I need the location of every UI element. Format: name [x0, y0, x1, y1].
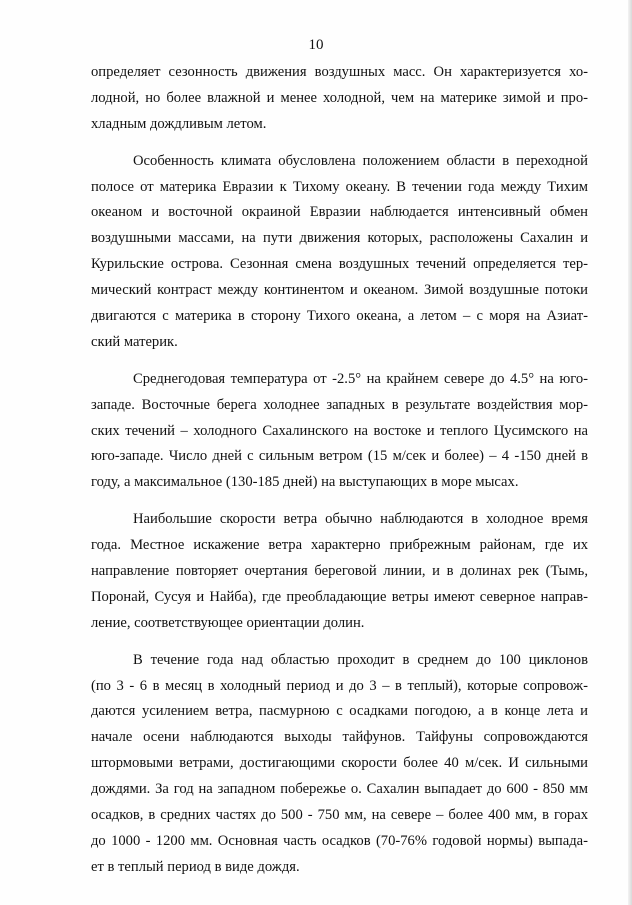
paragraph-4 [91, 507, 588, 636]
text-line: В течение года над областью проходит в среднем до 100 циклонов [133, 651, 588, 668]
text-line: штормовыми ветрами, достигающими скорости более 40 м/сек. И сильными [91, 755, 588, 772]
text-line: мический контраст между континентом и океаном. Зимой воздушные потоки [91, 282, 588, 299]
text-line: дождями. За год на западном побережье о. Сахалин выпадает до 600 - 850 мм [91, 781, 588, 798]
text-line: двигаются с материка в сторону Тихого океана, а летом – с моря на Азиат- [91, 308, 588, 325]
text-line: начале осени наблюдаются выходы тайфунов. Тайфуны сопровождаются [91, 729, 588, 746]
text-line: Поронай, Сусуя и Найба), где преобладающие ветры имеют северное направ- [91, 588, 588, 605]
paragraph-3 [91, 367, 588, 496]
paragraph-2 [91, 149, 588, 356]
text-line: определяет сезонность движения воздушных масс. Он характеризуется хо- [91, 64, 588, 80]
text-line: Среднегодовая температура от -2.5° на крайнем севере до 4.5° на юго- [133, 370, 588, 387]
text-line: (по 3 - 6 в месяц в холодный период и до 3 – в теплый), которые сопровож- [91, 677, 588, 694]
text-line: до 1000 - 1200 мм. Основная часть осадков (70-76% годовой нормы) выпада- [91, 832, 588, 849]
page-number: 10 [308, 37, 324, 53]
body-text [91, 60, 588, 881]
text-line: Особенность климата обусловлена положением области в переходной [133, 152, 588, 169]
text-line: направление повторяет очертания береговой линии, и в долинах рек (Тымь, [91, 563, 588, 580]
paragraph-5 [91, 648, 588, 881]
scan-edge [628, 0, 632, 905]
text-line: ских течений – холодного Сахалинского на востоке и теплого Цусимского на [91, 422, 588, 439]
text-line: года. Местное искажение ветра характерно прибрежным районам, где их [91, 537, 588, 554]
text-line: ет в теплый период в виде дождя. [91, 858, 300, 875]
text-line: полосе от материка Евразии к Тихому океану. В течении года между Тихим [91, 178, 588, 195]
text-line: хладным дождливым летом. [91, 115, 267, 132]
text-line: воздушными массами, на пути движения которых, расположены Сахалин и [91, 230, 588, 247]
text-line: Наибольшие скорости ветра обычно наблюдаются в холодное время [133, 511, 588, 528]
text-line: юго-западе. Число дней с сильным ветром (15 м/сек и более) – 4 -150 дней в [91, 448, 588, 465]
text-line: осадков, в средних частях до 500 - 750 мм, на севере – более 400 мм, в горах [91, 807, 588, 824]
text-line: даются усилением ветра, пасмурною с осадками погодою, а в конце лета и [91, 703, 588, 720]
paragraph-1 [91, 60, 588, 138]
text-line: лодной, но более влажной и менее холодной, чем на материке зимой и про- [91, 89, 588, 106]
text-line: году, а максимальное (130-185 дней) на выступающих в море мысах. [91, 474, 519, 491]
text-line: ление, соответствующее ориентации долин. [91, 614, 365, 631]
text-line: западе. Восточные берега холоднее западных в результате воздействия мор- [91, 396, 588, 413]
text-line: ский материк. [91, 333, 178, 350]
text-line: океаном и восточной окраиной Евразии наблюдается интенсивный обмен [91, 204, 588, 221]
text-line: Курильские острова. Сезонная смена воздушных течений определяется тер- [91, 256, 588, 273]
